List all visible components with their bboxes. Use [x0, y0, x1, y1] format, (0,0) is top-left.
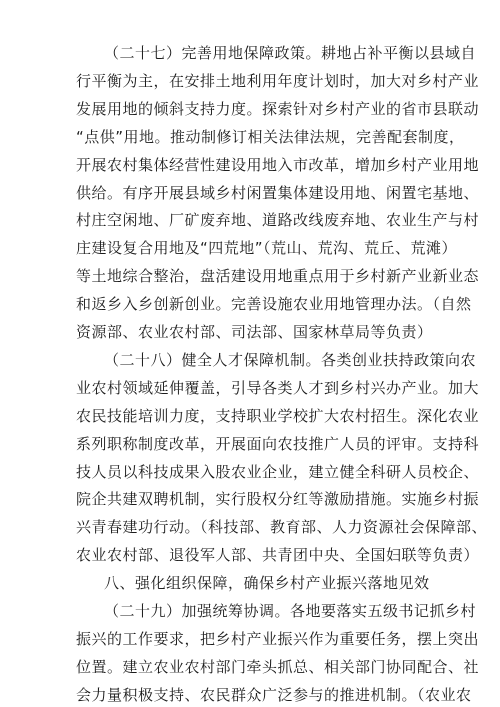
text-line: 行平衡为主，在安排土地利用年度计划时，加大对乡村产业	[76, 71, 480, 90]
text-line: 庄建设复合用地及“四荒地”（荒山、荒沟、荒丘、荒滩）	[76, 239, 458, 258]
text-line: 业农村领域延伸覆盖，引导各类人才到乡村兴办产业。加大	[76, 378, 480, 397]
text-line: （二十八）健全人才保障机制。各类创业扶持政策向农	[104, 350, 477, 369]
text-line: 兴青春建功行动。（科技部、教育部、人力资源社会保障部、	[76, 518, 488, 537]
text-line: 院企共建双聘机制，实行股权分红等激励措施。实施乡村振	[76, 490, 480, 509]
text-line: 系列职称制度改革，开展面向农技推广人员的评审。支持科	[76, 434, 480, 453]
text-line: 开展农村集体经营性建设用地入市改革，增加乡村产业用地	[76, 155, 480, 174]
text-line: 资源部、农业农村部、司法部、国家林草局等负责）	[76, 323, 433, 341]
text-line: “点供”用地。推动制修订相关法律法规，完善配套制度，	[76, 127, 465, 146]
text-line: 和返乡入乡创新创业。完善设施农业用地管理办法。（自然	[76, 295, 472, 314]
text-line: 供给。有序开展县域乡村闲置集体建设用地、闲置宅基地、	[76, 183, 480, 202]
text-line: 振兴的工作要求，把乡村产业振兴作为重要任务，摆上突出	[76, 629, 480, 648]
text-line: 村庄空闲地、厂矿废弃地、道路改线废弃地、农业生产与村	[76, 211, 480, 230]
text-line: （二十七）完善用地保障政策。耕地占补平衡以县域自	[104, 44, 477, 62]
text-line: （二十九）加强统筹协调。各地要落实五级书记抓乡村	[104, 602, 477, 620]
text-line: 会力量积极支持、农民群众广泛参与的推进机制。（农业农	[76, 685, 472, 704]
text-line: 农业农村部、退役军人部、共青团中央、全国妇联等负责）	[76, 546, 480, 565]
text-line: 位置。建立农业农村部门牵头抓总、相关部门协同配合、社	[76, 657, 480, 676]
text-line: 农民技能培训力度，支持职业学校扩大农村招生。深化农业	[76, 406, 480, 425]
text-line: 技人员以科技成果入股农业企业，建立健全科研人员校企、	[76, 462, 480, 481]
text-line: 等土地综合整治，盘活建设用地重点用于乡村新产业新业态	[76, 267, 480, 286]
text-line: 八、强化组织保障，确保乡村产业振兴落地见效	[104, 574, 430, 593]
text-line: 发展用地的倾斜支持力度。探索针对乡村产业的省市县联动	[76, 99, 480, 118]
